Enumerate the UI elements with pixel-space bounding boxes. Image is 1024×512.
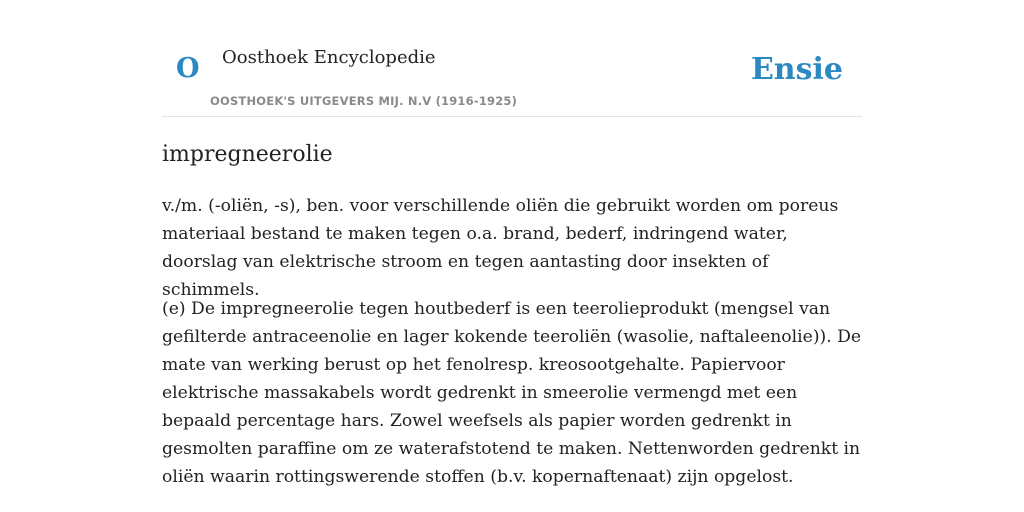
source-title[interactable]: Oosthoek Encyclopedie [222, 47, 436, 68]
entry-paragraph: (e) De impregneerolie tegen houtbederf is een teerolieprodukt (mengsel van gefilterde antraceenolie en lager kokende teeroliën (wasolie, naftaleenolie)). De mate van werking berust op het fenolresp. kreosootgehalte. Papiervoor elektrische massakabels wordt gedrenkt in smeerolie vermengd met een bepaald percentage hars. Zowel weefsels als papier worden gedrenkt in gesmolten paraffine om ze waterafstotend te maken. Nettenworden gedrenkt in oliën waarin rottingswerende stoffen (b.v. kopernaftenaat) zijn opgelost. [162, 299, 862, 487]
source-letter-badge: O [176, 53, 200, 84]
brand-logo-link[interactable]: Ensie [750, 52, 843, 87]
entry-title: impregneerolie [162, 142, 333, 167]
source-publisher: OOSTHOEK'S UITGEVERS MIJ. N.V (1916-1925) [210, 94, 518, 108]
entry-paragraph: v./m. (-oliën, -s), ben. voor verschillende oliën die gebruikt worden om poreus materiaal bestand te maken tegen o.a. brand, bederf, indringend water, doorslag van elektrische stroom en tegen aantasting door insekten of schimmels. [162, 196, 839, 300]
page [162, 0, 862, 512]
source-header [162, 0, 862, 117]
